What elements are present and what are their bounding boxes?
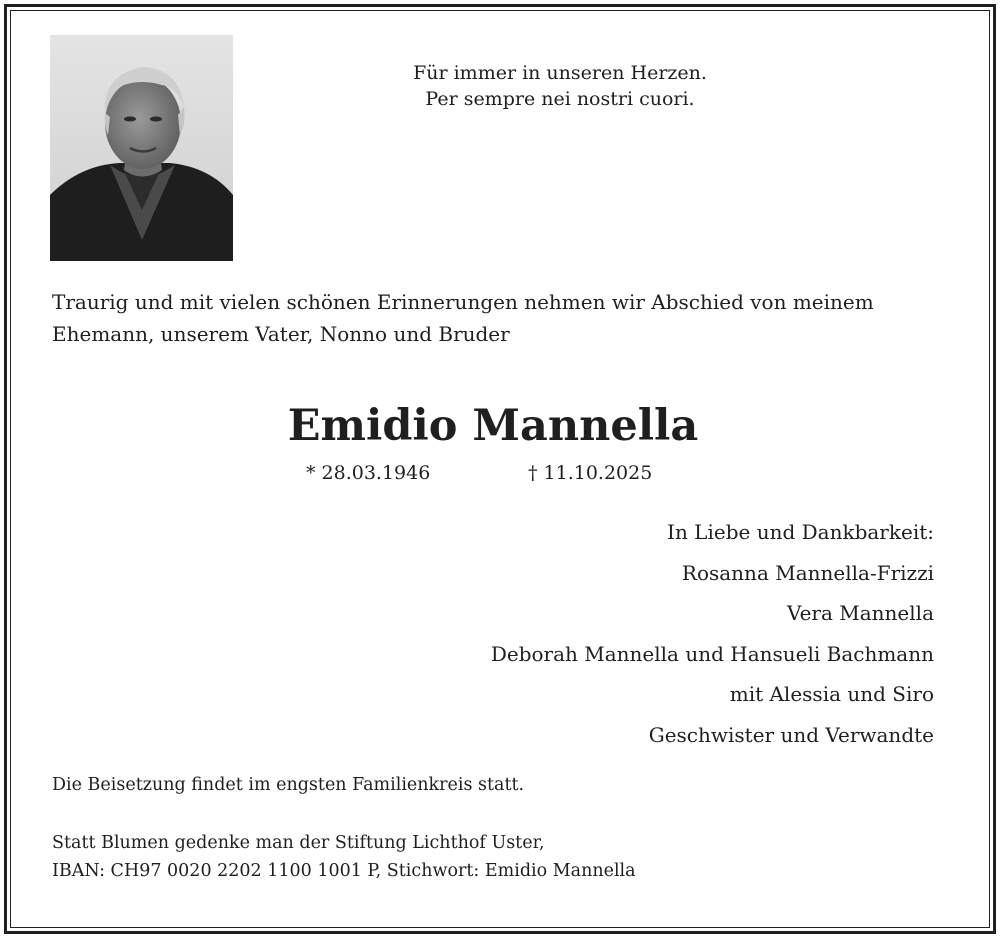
- mourner-name: mit Alessia und Siro: [729, 682, 934, 707]
- mourner-name: Geschwister und Verwandte: [648, 722, 934, 747]
- mourner-name: Rosanna Mannella-Frizzi: [681, 560, 934, 585]
- intro-line-1: Traurig und mit vielen schönen Erinnerungen nehmen wir Abschied von meinem: [52, 290, 874, 314]
- motto-german: Für immer in unseren Herzen.: [413, 62, 707, 84]
- mourners-list: [334, 517, 934, 761]
- intro-text: [52, 286, 952, 350]
- motto: [330, 60, 790, 112]
- intro-line-2: Ehemann, unserem Vater, Nonno und Bruder: [52, 322, 510, 346]
- mourner-name: Vera Mannella: [786, 601, 934, 626]
- birth-date: * 28.03.1946: [306, 462, 431, 484]
- portrait-photo: [50, 35, 233, 261]
- donation-line-2: IBAN: CH97 0020 2202 1100 1001 P, Stichwort: Emidio Mannella: [52, 861, 636, 881]
- donation-line-1: Statt Blumen gedenke man der Stiftung Lichthof Uster,: [52, 833, 545, 853]
- mourner-name: Deborah Mannella und Hansueli Bachmann: [490, 641, 934, 666]
- motto-italian: Per sempre nei nostri cuori.: [425, 88, 695, 110]
- donation-notice: [52, 829, 636, 885]
- burial-notice: Die Beisetzung findet im engsten Familienkreis statt.: [52, 775, 525, 795]
- death-date: † 11.10.2025: [528, 462, 653, 484]
- mourners-heading: In Liebe und Dankbarkeit:: [667, 520, 934, 544]
- deceased-name: Emidio Mannella: [287, 401, 699, 451]
